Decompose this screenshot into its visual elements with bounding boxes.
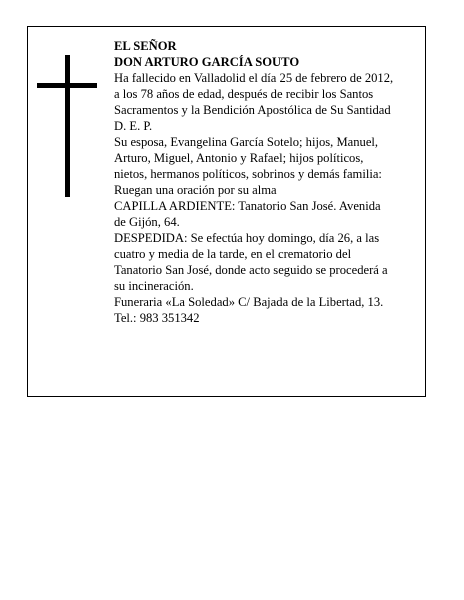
cross-vertical-bar — [65, 55, 70, 197]
body-line: Tanatorio San José, donde acto seguido se procederá a — [114, 263, 388, 277]
body-line: DESPEDIDA: Se efectúa hoy domingo, día 26, a las — [114, 231, 380, 245]
body-line: cuatro y media de la tarde, en el crematorio del — [114, 247, 352, 261]
body-line: Tel.: 983 351342 — [114, 311, 200, 325]
cross-horizontal-bar — [37, 83, 97, 88]
body-line: a los 78 años de edad, después de recibir los Santos — [114, 87, 374, 101]
body-line: Funeraria «La Soledad» C/ Bajada de la Libertad, 13. — [114, 295, 384, 309]
body-line: nietos, hermanos políticos, sobrinos y demás familia: — [114, 167, 382, 181]
deceased-name: DON ARTURO GARCÍA SOUTO — [114, 55, 300, 69]
body-line: Sacramentos y la Bendición Apostólica de Su Santidad — [114, 103, 391, 117]
body-line: Ha fallecido en Valladolid el día 25 de febrero de 2012, — [114, 71, 394, 85]
body-line: su incineración. — [114, 279, 194, 293]
body-line: Su esposa, Evangelina García Sotelo; hijos, Manuel, — [114, 135, 379, 149]
cross-icon — [37, 55, 97, 197]
obituary-text — [114, 38, 419, 326]
body-line: Arturo, Miguel, Antonio y Rafael; hijos políticos, — [114, 151, 364, 165]
body-line: CAPILLA ARDIENTE: Tanatorio San José. Avenida — [114, 199, 381, 213]
body-line: de Gijón, 64. — [114, 215, 180, 229]
body-line: D. E. P. — [114, 119, 153, 133]
body-line: Ruegan una oración por su alma — [114, 183, 277, 197]
heading-title: EL SEÑOR — [114, 39, 177, 53]
